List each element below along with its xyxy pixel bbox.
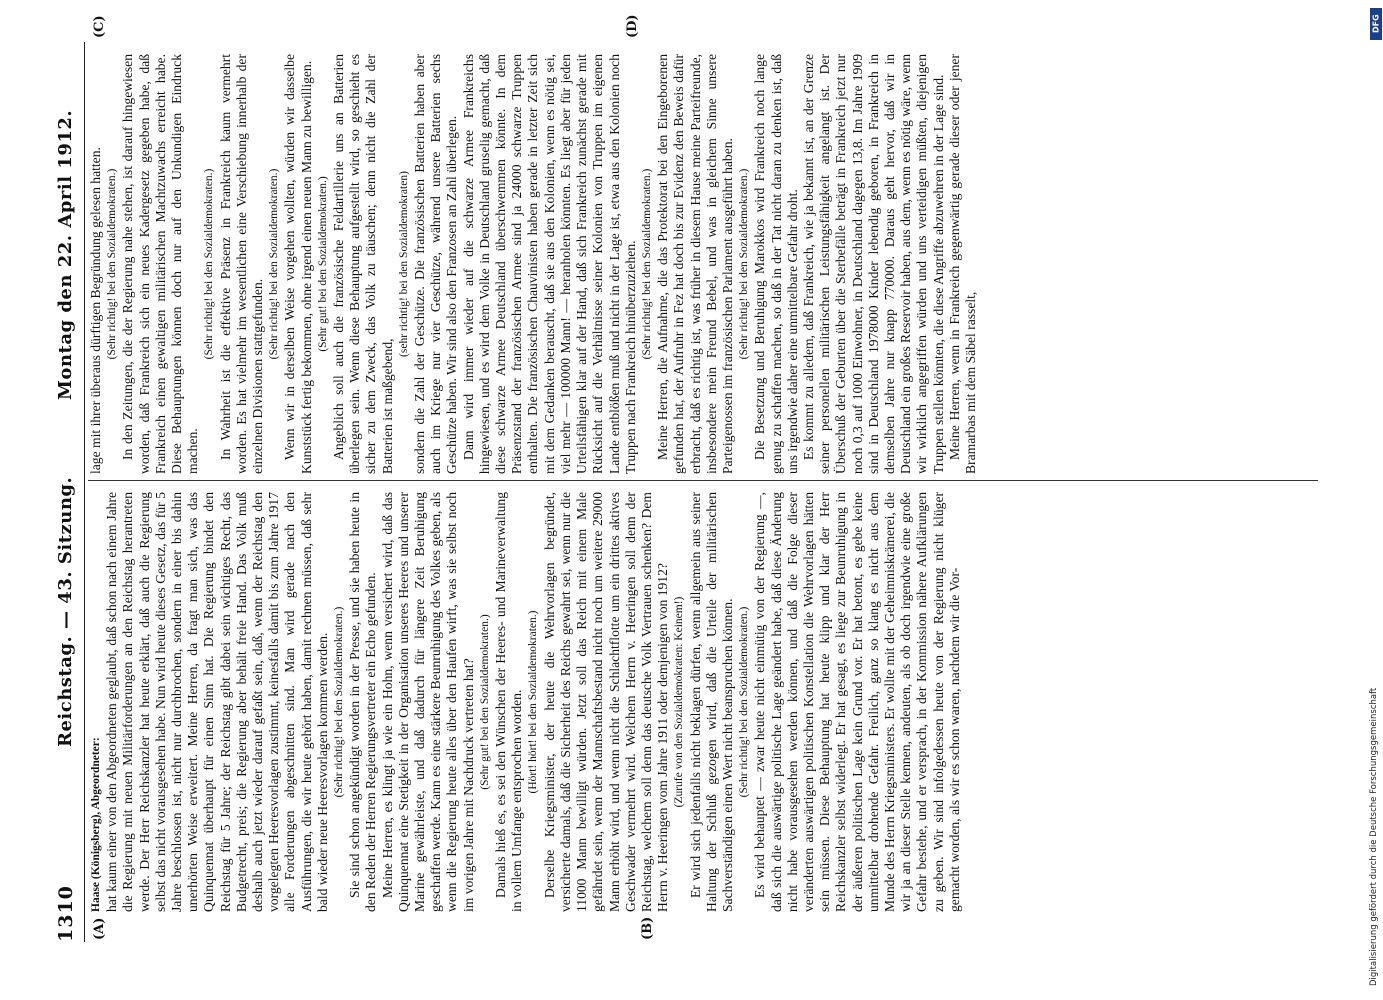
paragraph: Damals hieß es, es sei den Wünschen der Heeres- und Marineverwaltung in vollem Umfange entsprochen worden.: [493, 492, 525, 912]
interjection: (Hört! hört! bei den Sozialdemokraten.): [527, 610, 540, 794]
paragraph: Meine Herren, wenn in Frankreich gegenwärtig gerade dieser oder jener Bramarbas mit dem Säbel rasselt,: [946, 54, 978, 474]
interjection: (Sehr richtig! bei den Sozialdemokraten.): [268, 168, 281, 360]
paragraph: In Wahrheit ist die effektive Präsenz in Frankreich kaum vermehrt worden. Es hat vielmehr im wesentlichen eine Verschiebung innerhalb der einzelnen Divisionen stattgefunden.: [217, 54, 266, 474]
page-number: 1310: [55, 885, 77, 942]
interjection: (Sehr richtig! bei den Sozialdemokraten.): [106, 168, 119, 360]
right-column: [88, 54, 1318, 474]
interjection: (Sehr gut! bei den Sozialdemokraten.): [478, 614, 491, 790]
paragraph: Dann wird immer wieder auf die schwarze Armee Frankreichs hingewiesen, und es wird dem Volke in Deutschland gruselig gemacht, daß diese schwarze Armee Deutschland überschwemmen könnte. In dem Präsenzstand der französischen Armee sind ja 24000 schwarze Truppen enthalten. Die französischen Chauvinisten haben gerade in letzter Zeit sich mit dem Gedanken berauscht, daß sie aus den Kolonien, wenn es nötig sei, viel mehr — 100000 Mann! — heranholen könnten. Es liegt aber für jeden Urteilsfähigen klar auf der Hand, daß sich Frankreich zunächst gerade mit Rücksicht auf die Verhältnisse seiner Kolonien von Truppen im eigenen Lande entblößen muß und nicht in der Lage ist, etwa aus den Kolonien noch Truppen nach Frankreich hinüberzuziehen.: [460, 54, 638, 474]
paragraph: Meine Herren, die Aufnahme, die das Protektorat bei den Eingeborenen gefunden hat, der Aufruhr in Fez hat doch bis zur Evidenz den Beweis dafür erbracht, daß es richtig ist, was früher in diesem Hause meine Parteifreunde, insbesondere mein Freund Bebel, und was in gleichem Sinne unsere Parteigenossen im französischen Parlament ausgeführt haben.: [655, 54, 735, 474]
paragraph-continuation: lage mit ihrer überaus dürftigen Begründung gelesen hatten.: [88, 147, 103, 474]
paragraph: Derselbe Kriegsminister, der heute die Wehrvorlagen begründet, versicherte damals, daß die Sicherheit des Reichs gewahrt sei, wenn nur die 11000 Mann bewilligt würden. Jetzt soll das Reich mit einem Male gefährdet sein, wenn der Mannschaftsbestand nicht noch um weitere 29000 Mann erhöht wird, und wenn nicht die Schlachtflotte um ein drittes aktives Geschwader vermehrt wird. Welchem Herrn v. Heeringen soll denn der Reichstag, welchem soll denn das deutsche Volk Vertrauen schenken? Dem Herrn v. Heeringen vom Jahre 1911 oder demjenigen von 1912?: [541, 492, 671, 912]
page-header: [55, 42, 83, 942]
paragraph: Angeblich soll auch die französische Feldartillerie uns an Batterien überlegen sein. Wenn diese Behauptung aufgestellt wird, so geschieht es sicher zu dem Zweck, das Volk zu täuschen; denn nicht die Zahl der Batterien ist maßgebend,: [331, 54, 395, 474]
paragraph: Meine Herren, es klingt ja wie ein Hohn, wenn versichert wird, daß das Quinquennat eine Stetigkeit in der Organisation unseres Heeres und unserer Marine gewährleiste, und daß dadurch für längere Zeit Beruhigung geschaffen werde. Kann es eine stärkere Beunruhigung des Volkes geben, als wenn die Regierung heute alles über den Haufen wirft, was sie selbst noch im vorigen Jahre mit Nachdruck vertreten hat?: [379, 492, 476, 912]
column-divider: [88, 480, 1318, 481]
paragraph: Die Besetzung und Beruhigung Marokkos wird Frankreich noch lange genug zu schaffen machen, so daß in der Tat nicht daran zu denken ist, daß uns irgendwie daher eine unmittelbare Gefahr droht.: [752, 54, 800, 474]
session-title: Reichstag. — 43. Sitzung.: [55, 476, 76, 747]
paragraph: Es wird behauptet — zwar heute nicht einmütig von der Regierung —, daß sich die auswärtige politische Lage geändert habe, daß diese Änderung nicht habe vorausgesehen werden können, und daß die Folge dieser veränderten auswärtigen politischen Konstellation die Wehrvorlagen hätten sein müssen. Diese Behauptung hat heute klipp und klar der Herr Reichskanzler selbst widerlegt. Er hat gesagt, es liege zur Beunruhigung in der äußeren politischen Lage kein Grund vor. Er hat betont, es gebe keine unmittelbar drohende Gefahr. Freilich, ganz so klang es nicht aus dem Munde des Herrn Kriegsministers. Er wollte mit der Geheimniskrämerei, die wir ja an dieser Stelle kennen, andeuten, als ob doch irgendwie eine große Gefahr bestehe, und er versprach, in der Kommission nähere Aufklärungen zu geben. Wir sind infolgedessen heute von der Regierung nicht klüger gemacht worden, als wir es schon waren, nachdem wir die Vor-: [752, 492, 962, 912]
margin-marker-a: (A): [92, 917, 107, 940]
speaker-line: Haase (Königsberg), Abgeordneter:: [90, 737, 102, 912]
margin-marker-c: (C): [92, 15, 107, 38]
paragraph: Er wird sich jedenfalls nicht beklagen dürfen, wenn allgemein aus seiner Haltung der Schluß gezogen wird, daß die Urteile der militärischen Sachverständigen einen Wert nicht beanspruchen können.: [687, 492, 735, 912]
paragraph: In den Zeitungen, die der Regierung nahe stehen, ist darauf hingewiesen worden, daß Frankreich sich ein neues Kadergesetz gegeben habe, daß Frankreich einen gewaltigen militärischen Machtzuwachs erreicht habe. Diese Behauptungen können doch nur auf den Unkundigen Eindruck machen.: [120, 54, 201, 474]
interjection: (Sehr richtig! bei den Sozialdemokraten.): [640, 168, 653, 360]
paragraph: Sie sind schon angekündigt worden in der Presse, und sie haben heute in den Reden der Herren Regierungsvertreter ein Echo gefunden.: [347, 492, 379, 912]
interjection: (Sehr richtig! bei den Sozialdemokraten.): [203, 168, 216, 360]
dfg-logo: DFG: [1370, 8, 1382, 40]
interjection: (Sehr richtig! bei den Sozialdemokraten.): [738, 168, 751, 360]
interjection: (Sehr gut! bei den Sozialdemokraten.): [316, 176, 329, 352]
interjection: (Sehr richtig! bei den Sozialdemokraten.): [738, 606, 751, 798]
session-date: Montag den 22. April 1912.: [55, 109, 76, 400]
interjection: (Zurufe von den Sozialdemokraten: Keinem!): [673, 596, 686, 808]
margin-marker-d: (D): [625, 14, 640, 38]
interjection: (sehr richtig! bei den Sozialdemokraten): [397, 171, 410, 357]
digitization-credit: Digitalisierung gefördert durch die Deutsche Forschungsgemeinschaft: [1369, 687, 1379, 986]
paragraph: Wenn wir in derselben Weise vorgehen wollten, würden wir dasselbe Kunststück fertig bekommen, ohne irgend einen neuen Mann zu bewilligen.: [282, 54, 314, 474]
paragraph: Es kommt zu alledem, daß Frankreich, wie ja bekannt ist, an der Grenze seiner personellen militärischen Leistungsfähigkeit angelangt ist. Der Überschuß der Geburten über die Sterbefälle beträgt in Frankreich jetzt nur noch 0,3 auf 1000 Einwohner, in Deutschland dagegen 13,8. Im Jahre 1909 sind in Deutschland 1978000 Kinder lebendig geboren, in Frankreich in demselben Jahre nur knapp 770000. Daraus geht hervor, daß wir in Deutschland ein großes Reservoir haben, aus dem, wenn es nötig wäre, wenn wir wirklich angegriffen würden und uns verteidigen müßten, diejenigen Truppen stellen könnten, die diese Angriffe abzuwehren in der Lage sind.: [800, 54, 946, 474]
margin-marker-b: (B): [640, 916, 655, 940]
paragraph-continuation: sondern die Zahl der Geschütze. Die französischen Batterien haben aber auch im Kriege nur vier Geschütze, während unsere Batterien sechs Geschütze haben. Wir sind also den Franzosen an Zahl überlegen.: [412, 54, 460, 474]
left-column: [88, 492, 1318, 912]
paragraph-continuation: hat kaum einer von den Abgeordneten geglaubt, daß schon nach einem Jahre die Regierung mit neuen Militärforderungen an den Reichstag herantreten werde. Der Herr Reichskanzler hat heute erklärt, daß auch die Regierung selbst das nicht vorausgesehen habe. Nun wird heute dieses Gesetz, das für 5 Jahre beschlossen ist, nicht nur durchbrochen, sondern in einer bis dahin unerhörten Weise erweitert. Meine Herren, da fragt man sich, was das Quinquennat überhaupt für einen Sinn hat. Die Regierung bindet den Reichstag für 5 Jahre; der Reichstag gibt dabei sein wichtiges Recht, das Budgetrecht, preis; die Regierung aber behält freie Hand. Das Volk muß deshalb auch jetzt wieder darauf gefaßt sein, daß, wenn der Reichstag den vorgelegten Heeresvorlagen zustimmt, keinesfalls damit bis zum Jahre 1917 alle Forderungen abgeschnitten sind. Man wird gerade nach den Ausführungen, die wir heute gehört haben, damit rechnen müssen, daß sehr bald wieder neue Heeresvorlagen kommen werden.: [104, 492, 330, 912]
interjection: (Sehr richtig! bei den Sozialdemokraten.): [333, 606, 346, 798]
header-rule: [84, 42, 85, 942]
